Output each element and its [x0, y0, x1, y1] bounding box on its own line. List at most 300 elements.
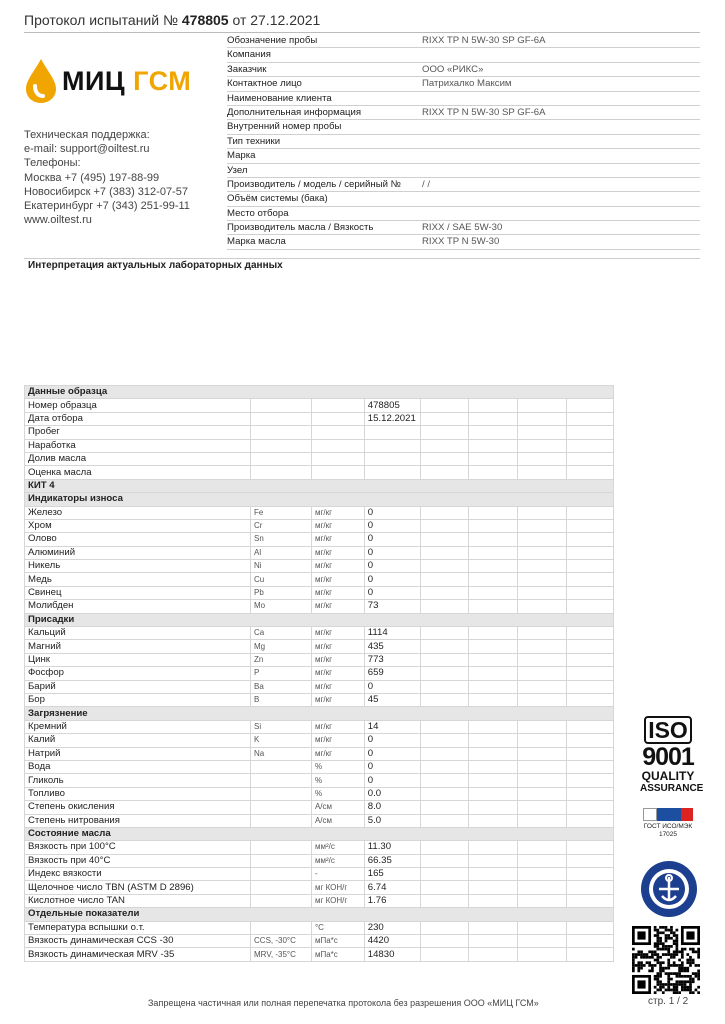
param-unit: мм²/с: [311, 841, 364, 854]
info-key: Объём системы (бака): [227, 193, 328, 205]
param-symbol: Ni: [251, 560, 312, 573]
empty-cell: [518, 586, 567, 599]
empty-cell: [518, 787, 567, 800]
param-value: 1114: [364, 627, 420, 640]
empty-cell: [420, 452, 469, 465]
empty-cell: [420, 412, 469, 425]
section-title: Отдельные показатели: [25, 908, 251, 921]
empty-cell: [420, 693, 469, 706]
param-name: Долив масла: [25, 452, 251, 465]
param-symbol: Mg: [251, 640, 312, 653]
param-name: Кремний: [25, 720, 251, 733]
table-row: [25, 787, 614, 800]
param-name: Топливо: [25, 787, 251, 800]
info-key: Компания: [227, 49, 271, 61]
param-name: Наработка: [25, 439, 251, 452]
support-email[interactable]: e-mail: support@oiltest.ru: [24, 143, 150, 156]
empty-cell: [566, 399, 613, 412]
table-row: [25, 801, 614, 814]
info-key: Контактное лицо: [227, 78, 302, 90]
param-value: [364, 439, 420, 452]
empty-cell: [566, 841, 613, 854]
section-title: Состояние масла: [25, 827, 251, 840]
iso-9001-badge: [640, 716, 704, 794]
empty-cell: [420, 774, 469, 787]
empty-cell: [420, 426, 469, 439]
info-key: Марка: [227, 150, 256, 162]
empty-cell: [518, 653, 567, 666]
empty-cell: [420, 546, 469, 559]
empty-cell: [566, 452, 613, 465]
empty-cell: [469, 412, 518, 425]
table-row: [25, 854, 614, 867]
param-value: 14: [364, 720, 420, 733]
table-row: [25, 841, 614, 854]
empty-cell: [566, 640, 613, 653]
param-unit: %: [311, 760, 364, 773]
empty-cell: [420, 720, 469, 733]
empty-cell: [518, 640, 567, 653]
interpretation-divider: [24, 258, 700, 259]
info-row: [227, 63, 700, 77]
info-value: RIXX TP N 5W-30 SP GF-6A: [422, 106, 546, 118]
table-row: [25, 546, 614, 559]
param-symbol: Al: [251, 546, 312, 559]
param-unit: [311, 399, 364, 412]
section-title: КИТ 4: [25, 479, 251, 492]
table-row: [25, 640, 614, 653]
param-symbol: [251, 894, 312, 907]
empty-cell: [469, 801, 518, 814]
info-row: [227, 178, 700, 192]
table-row: [25, 747, 614, 760]
info-value: [422, 149, 700, 162]
empty-cell: [566, 935, 613, 948]
title-prefix: Протокол испытаний №: [24, 12, 178, 28]
param-name: Щелочное число TBN (ASTM D 2896): [25, 881, 251, 894]
table-row: [25, 814, 614, 827]
section-filler: [251, 493, 614, 506]
table-row: [25, 533, 614, 546]
empty-cell: [469, 720, 518, 733]
param-symbol: [251, 787, 312, 800]
info-row: [227, 92, 700, 106]
table-row: [25, 560, 614, 573]
section-title: Индикаторы износа: [25, 493, 251, 506]
support-block: [24, 128, 190, 227]
param-unit: A/см: [311, 814, 364, 827]
table-row: [25, 734, 614, 747]
empty-cell: [518, 881, 567, 894]
table-row: [25, 439, 614, 452]
empty-cell: [420, 948, 469, 961]
empty-cell: [566, 854, 613, 867]
empty-cell: [566, 801, 613, 814]
param-value: [364, 466, 420, 479]
param-value: 0: [364, 519, 420, 532]
empty-cell: [420, 586, 469, 599]
support-phone: Москва +7 (495) 197-88-99: [24, 171, 160, 184]
param-value: 230: [364, 921, 420, 934]
param-value: 66.35: [364, 854, 420, 867]
empty-cell: [518, 627, 567, 640]
param-name: Калий: [25, 734, 251, 747]
param-unit: мг/кг: [311, 506, 364, 519]
param-symbol: Fe: [251, 506, 312, 519]
empty-cell: [518, 693, 567, 706]
param-unit: мг/кг: [311, 680, 364, 693]
table-row: [25, 948, 614, 961]
info-row: [227, 221, 700, 235]
param-value: 0.0: [364, 787, 420, 800]
empty-cell: [518, 774, 567, 787]
param-unit: мг КОН/г: [311, 881, 364, 894]
param-unit: [311, 439, 364, 452]
param-name: Пробег: [25, 426, 251, 439]
empty-cell: [469, 680, 518, 693]
param-value: 11.30: [364, 841, 420, 854]
param-symbol: Ba: [251, 680, 312, 693]
support-line: Техническая поддержка:: [24, 129, 150, 141]
empty-cell: [469, 881, 518, 894]
empty-cell: [469, 560, 518, 573]
empty-cell: [518, 868, 567, 881]
param-symbol: [251, 399, 312, 412]
param-name: Свинец: [25, 586, 251, 599]
param-symbol: [251, 760, 312, 773]
param-unit: мг/кг: [311, 519, 364, 532]
param-value: 0: [364, 573, 420, 586]
info-value: [422, 207, 700, 220]
param-name: Кальций: [25, 627, 251, 640]
info-row: [227, 34, 700, 48]
empty-cell: [469, 894, 518, 907]
empty-cell: [566, 747, 613, 760]
empty-cell: [469, 868, 518, 881]
empty-cell: [566, 894, 613, 907]
empty-cell: [469, 841, 518, 854]
param-name: Фосфор: [25, 667, 251, 680]
param-name: Оценка масла: [25, 466, 251, 479]
protocol-date: от 27.12.2021: [232, 12, 321, 28]
empty-cell: [420, 600, 469, 613]
empty-cell: [469, 921, 518, 934]
table-row: [25, 466, 614, 479]
empty-cell: [469, 506, 518, 519]
info-key: Узел: [227, 164, 248, 176]
param-name: Медь: [25, 573, 251, 586]
empty-cell: [420, 573, 469, 586]
section-filler: [251, 827, 614, 840]
support-line: Телефоны:: [24, 157, 81, 170]
empty-cell: [469, 573, 518, 586]
param-unit: мг КОН/г: [311, 894, 364, 907]
info-value: [422, 48, 700, 61]
empty-cell: [566, 814, 613, 827]
param-symbol: [251, 841, 312, 854]
empty-cell: [518, 439, 567, 452]
logo-brand-b: ГСМ: [133, 66, 192, 96]
empty-cell: [469, 519, 518, 532]
empty-cell: [469, 399, 518, 412]
info-key: Дополнительная информация: [227, 106, 362, 118]
empty-cell: [518, 426, 567, 439]
empty-cell: [566, 667, 613, 680]
empty-cell: [518, 533, 567, 546]
param-value: 0: [364, 747, 420, 760]
empty-cell: [518, 734, 567, 747]
param-unit: [311, 452, 364, 465]
table-row: [25, 653, 614, 666]
empty-cell: [518, 506, 567, 519]
empty-cell: [420, 734, 469, 747]
param-symbol: B: [251, 693, 312, 706]
info-row: [227, 120, 700, 134]
empty-cell: [518, 894, 567, 907]
section-filler: [251, 908, 614, 921]
empty-cell: [469, 814, 518, 827]
empty-cell: [566, 653, 613, 666]
info-row: [227, 48, 700, 62]
table-row: [25, 506, 614, 519]
empty-cell: [518, 841, 567, 854]
empty-cell: [518, 680, 567, 693]
param-value: 1.76: [364, 894, 420, 907]
empty-cell: [420, 935, 469, 948]
empty-cell: [518, 519, 567, 532]
table-row: [25, 881, 614, 894]
table-row: [25, 452, 614, 465]
table-row: [25, 586, 614, 599]
info-value: [422, 192, 700, 205]
empty-cell: [469, 426, 518, 439]
param-value: 6.74: [364, 881, 420, 894]
empty-cell: [420, 787, 469, 800]
empty-cell: [566, 760, 613, 773]
param-name: Бор: [25, 693, 251, 706]
param-name: Вязкость динамическая CCS -30: [25, 935, 251, 948]
table-section-row: [25, 707, 614, 720]
empty-cell: [469, 734, 518, 747]
param-symbol: [251, 466, 312, 479]
table-row: [25, 680, 614, 693]
param-value: 4420: [364, 935, 420, 948]
table-row: [25, 760, 614, 773]
param-value: 0: [364, 760, 420, 773]
empty-cell: [566, 868, 613, 881]
table-row: [25, 426, 614, 439]
empty-cell: [469, 452, 518, 465]
param-value: 73: [364, 600, 420, 613]
empty-cell: [420, 399, 469, 412]
param-unit: %: [311, 787, 364, 800]
param-value: 0: [364, 533, 420, 546]
param-name: Натрий: [25, 747, 251, 760]
support-phone: Екатеринбург +7 (343) 251-99-11: [24, 200, 190, 213]
param-value: [364, 426, 420, 439]
info-value: RIXX TP N 5W-30 SP GF-6A: [422, 35, 546, 46]
param-unit: мг/кг: [311, 600, 364, 613]
param-symbol: Zn: [251, 653, 312, 666]
table-section-row: [25, 908, 614, 921]
param-unit: мг/кг: [311, 720, 364, 733]
empty-cell: [469, 760, 518, 773]
param-unit: мПа*с: [311, 948, 364, 961]
empty-cell: [566, 680, 613, 693]
empty-cell: [566, 921, 613, 934]
info-key: Тип техники: [227, 135, 281, 147]
iso-assurance: ASSURANCE: [640, 783, 704, 794]
iso-quality: QUALITY: [641, 769, 695, 783]
param-unit: °C: [311, 921, 364, 934]
empty-cell: [566, 720, 613, 733]
section-filler: [251, 386, 614, 399]
param-value: 478805: [364, 399, 420, 412]
param-value: 0: [364, 734, 420, 747]
param-value: 5.0: [364, 814, 420, 827]
empty-cell: [420, 506, 469, 519]
param-symbol: [251, 814, 312, 827]
param-symbol: K: [251, 734, 312, 747]
empty-cell: [420, 801, 469, 814]
empty-cell: [566, 546, 613, 559]
param-unit: мг/кг: [311, 586, 364, 599]
param-unit: мг/кг: [311, 560, 364, 573]
info-row: [227, 77, 700, 91]
logo-text: [62, 66, 191, 97]
info-row: [227, 192, 700, 206]
qr-code-icon: [632, 926, 700, 994]
param-name: Температура вспышки о.т.: [25, 921, 251, 934]
param-name: Алюминий: [25, 546, 251, 559]
param-name: Вязкость динамическая MRV -35: [25, 948, 251, 961]
param-name: Номер образца: [25, 399, 251, 412]
empty-cell: [420, 439, 469, 452]
param-value: 15.12.2021: [364, 412, 420, 425]
param-name: Степень окисления: [25, 801, 251, 814]
info-value: RIXX TP N 5W-30: [422, 236, 500, 248]
param-name: Вязкость при 100°C: [25, 841, 251, 854]
empty-cell: [566, 693, 613, 706]
info-key: Внутренний номер пробы: [227, 121, 342, 133]
empty-cell: [518, 546, 567, 559]
empty-cell: [469, 439, 518, 452]
param-name: Железо: [25, 506, 251, 519]
empty-cell: [518, 801, 567, 814]
table-section-row: [25, 479, 614, 492]
empty-cell: [469, 935, 518, 948]
empty-cell: [518, 760, 567, 773]
param-symbol: [251, 452, 312, 465]
param-symbol: [251, 412, 312, 425]
empty-cell: [518, 412, 567, 425]
empty-cell: [420, 841, 469, 854]
param-symbol: [251, 801, 312, 814]
param-unit: A/см: [311, 801, 364, 814]
empty-cell: [469, 546, 518, 559]
param-unit: мг/кг: [311, 747, 364, 760]
empty-cell: [566, 600, 613, 613]
support-website[interactable]: www.oiltest.ru: [24, 214, 92, 227]
interpretation-title: Интерпретация актуальных лабораторных данных: [28, 260, 283, 271]
table-row: [25, 519, 614, 532]
info-key: Производитель масла / Вязкость: [227, 222, 374, 234]
param-value: [364, 452, 420, 465]
param-symbol: [251, 881, 312, 894]
empty-cell: [469, 667, 518, 680]
empty-cell: [420, 747, 469, 760]
info-value: Патрихалко Максим: [422, 78, 512, 90]
param-symbol: [251, 439, 312, 452]
empty-cell: [566, 787, 613, 800]
empty-cell: [518, 667, 567, 680]
info-row: [227, 149, 700, 163]
logo-brand-a: МИЦ: [62, 66, 126, 96]
table-section-row: [25, 827, 614, 840]
empty-cell: [469, 948, 518, 961]
param-unit: мм²/с: [311, 854, 364, 867]
table-row: [25, 399, 614, 412]
param-unit: мг/кг: [311, 653, 364, 666]
empty-cell: [420, 640, 469, 653]
table-row: [25, 921, 614, 934]
param-name: Цинк: [25, 653, 251, 666]
register-seal-icon: [640, 860, 698, 918]
param-unit: мг/кг: [311, 546, 364, 559]
table-section-row: [25, 613, 614, 626]
param-symbol: Cu: [251, 573, 312, 586]
empty-cell: [469, 774, 518, 787]
footer-notice: Запрещена частичная или полная перепечатка протокола без разрешения ООО «МИЦ ГСМ»: [148, 998, 539, 1008]
empty-cell: [469, 640, 518, 653]
empty-cell: [420, 868, 469, 881]
param-name: Дата отбора: [25, 412, 251, 425]
param-name: Индекс вязкости: [25, 868, 251, 881]
empty-cell: [420, 519, 469, 532]
empty-cell: [566, 586, 613, 599]
empty-cell: [420, 560, 469, 573]
param-name: Магний: [25, 640, 251, 653]
info-row: [227, 164, 700, 178]
table-section-row: [25, 493, 614, 506]
empty-cell: [566, 627, 613, 640]
param-name: Вода: [25, 760, 251, 773]
param-value: 45: [364, 693, 420, 706]
param-symbol: Ca: [251, 627, 312, 640]
accreditation-gost-label: ГОСТ ИСО/МЭК: [643, 823, 693, 830]
param-symbol: Na: [251, 747, 312, 760]
support-phone: Новосибирск +7 (383) 312-07-57: [24, 185, 188, 198]
empty-cell: [518, 573, 567, 586]
param-name: Барий: [25, 680, 251, 693]
param-unit: [311, 466, 364, 479]
empty-cell: [420, 881, 469, 894]
empty-cell: [566, 560, 613, 573]
accreditation-gost-number: 17025: [658, 831, 678, 838]
info-key: Обозначение пробы: [227, 35, 318, 46]
empty-cell: [566, 734, 613, 747]
param-value: 165: [364, 868, 420, 881]
accreditation-gost: [640, 823, 696, 839]
page-title: [24, 12, 320, 28]
empty-cell: [518, 747, 567, 760]
section-title: Данные образца: [25, 386, 251, 399]
empty-cell: [420, 653, 469, 666]
param-symbol: Cr: [251, 519, 312, 532]
param-symbol: P: [251, 667, 312, 680]
info-key: Наименование клиента: [227, 92, 332, 104]
param-unit: мг/кг: [311, 734, 364, 747]
